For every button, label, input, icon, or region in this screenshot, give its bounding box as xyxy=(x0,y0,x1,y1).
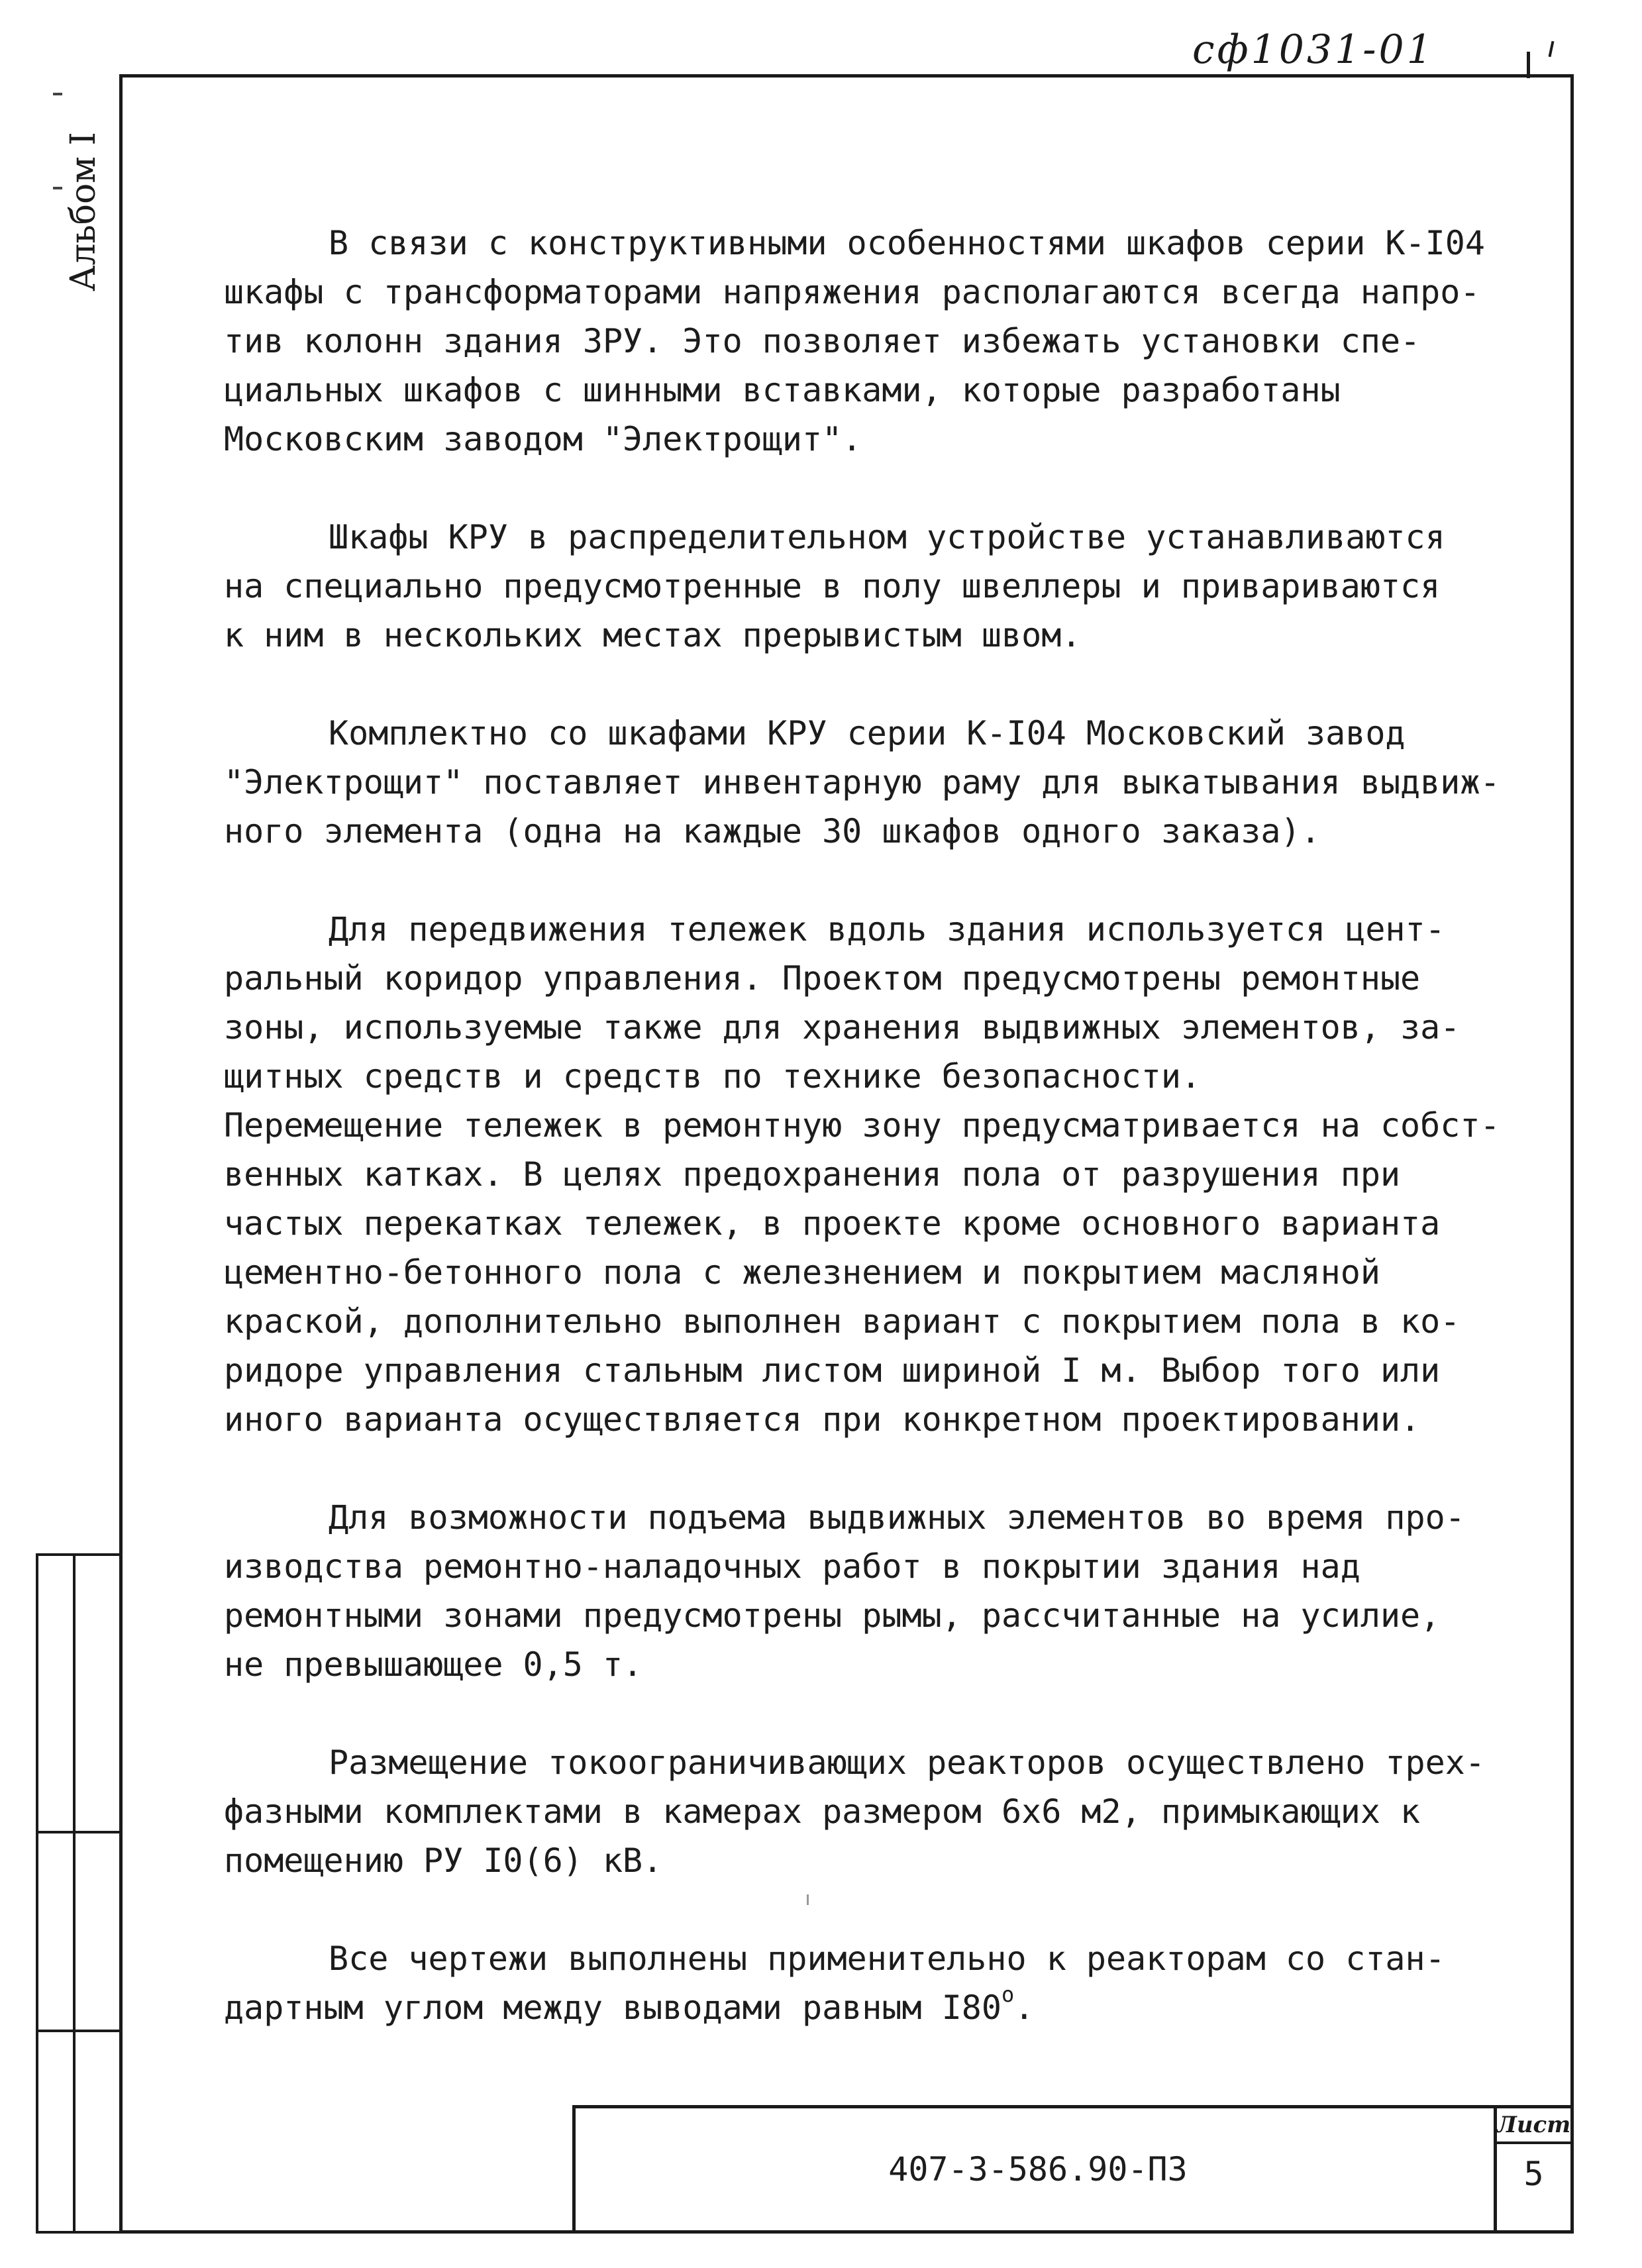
stamp-cell xyxy=(44,1841,70,2020)
text-line: "Электрощит" поставляет инвентарную раму для выкатывания выдвиж- xyxy=(224,763,1500,801)
text-line: ремонтными зонами предусмотрены рымы, рассчитанные на усилие, xyxy=(224,1596,1441,1635)
text-line: иного варианта осуществляется при конкретном проектировании. xyxy=(224,1400,1421,1439)
text-line: цементно-бетонного пола с железнением и покрытием масляной xyxy=(224,1253,1380,1292)
stamp-column xyxy=(36,1553,123,2234)
text-line: зоны, используемые также для хранения выдвижных элементов, за- xyxy=(224,1008,1461,1047)
text-line: венных катках. В целях предохранения пола от разрушения при xyxy=(224,1155,1401,1194)
degree-superscript: о xyxy=(1001,1982,1015,2007)
margin-dash xyxy=(53,187,62,189)
text-line: на специально предусмотренные в полу швеллеры и привариваются xyxy=(224,567,1441,605)
text-line: Все чертежи выполнены применительно к реакторам со стан- xyxy=(329,1939,1445,1978)
text-fragment: дартным углом между выводами равным I80 xyxy=(224,1988,1001,2027)
text-line: к ним в нескольких местах прерывистым швом. xyxy=(224,616,1082,654)
stamp-cell xyxy=(44,2039,70,2225)
paragraph xyxy=(224,709,1562,856)
text-line: шкафы с трансформаторами напряжения располагаются всегда напро- xyxy=(224,273,1480,311)
text-line: циальных шкафов с шинными вставками, которые разработаны xyxy=(224,371,1341,409)
text-line: краской, дополнительно выполнен вариант с покрытием пола в ко- xyxy=(224,1302,1461,1341)
document-code: 407-3-586.90-ПЗ xyxy=(888,2150,1188,2189)
paragraph xyxy=(224,219,1562,464)
text-line: ного элемента (одна на каждые 30 шкафов одного заказа). xyxy=(224,812,1321,850)
text-line: щитных средств и средств по технике безопасности. xyxy=(224,1057,1202,1096)
stamp-row-divider xyxy=(38,1831,123,1833)
body-text xyxy=(224,219,1562,2081)
sheet-box xyxy=(1494,2108,1570,2230)
paragraph xyxy=(224,1493,1562,1689)
text-line: Перемещение тележек в ремонтную зону предусматривается на собст- xyxy=(224,1106,1500,1145)
text-line: не превышающее 0,5 т. xyxy=(224,1645,643,1684)
text-line: Московским заводом "Электрощит". xyxy=(224,420,862,458)
text-line: частых перекатках тележек, в проекте кроме основного варианта xyxy=(224,1204,1441,1243)
paragraph xyxy=(224,513,1562,660)
text-line: Для возможности подъема выдвижных элементов во время про- xyxy=(329,1498,1465,1537)
corner-mark xyxy=(1549,41,1555,57)
stamp-divider xyxy=(73,1556,76,2231)
album-label: Альбом I xyxy=(64,132,103,291)
sheet-label: Лист xyxy=(1497,2108,1570,2144)
archive-cipher: сф1031-01 xyxy=(1192,26,1435,73)
text-line: Для передвижения тележек вдоль здания используется цент- xyxy=(329,910,1445,949)
stamp-row-divider xyxy=(38,2030,123,2032)
text-line: В связи с конструктивными особенностями шкафов серии К-I04 xyxy=(329,224,1485,262)
title-block xyxy=(572,2105,1574,2234)
text-line: Размещение токоограничивающих реакторов осуществлено трех- xyxy=(329,1743,1485,1782)
text-line: тив колонн здания ЗРУ. Это позволяет избежать установки спе- xyxy=(224,322,1421,360)
text-fragment: . xyxy=(1014,1988,1035,2027)
margin-dash xyxy=(53,93,62,95)
paragraph xyxy=(224,1738,1562,1885)
text-line: изводства ремонтно-наладочных работ в покрытии здания над xyxy=(224,1547,1360,1586)
text-line: Шкафы КРУ в распределительном устройстве устанавливаются xyxy=(329,518,1445,556)
paragraph xyxy=(224,905,1562,1444)
stamp-cell xyxy=(44,1576,70,1821)
text-line: помещению РУ I0(6) кВ. xyxy=(224,1841,663,1880)
scan-speck xyxy=(807,1894,809,1905)
text-line: ральный коридор управления. Проектом предусмотрены ремонтные xyxy=(224,959,1421,998)
text-line: фазными комплектами в камерах размером 6х6 м2, примыкающих к xyxy=(224,1792,1421,1831)
text-line: Комплектно со шкафами КРУ серии К-I04 Московский завод xyxy=(329,714,1406,752)
sheet-number: 5 xyxy=(1523,2155,1544,2193)
text-line-with-superscript xyxy=(224,1983,1562,2032)
text-line: ридоре управления стальным листом шириной I м. Выбор того или xyxy=(224,1351,1441,1390)
paragraph xyxy=(224,1934,1562,2032)
